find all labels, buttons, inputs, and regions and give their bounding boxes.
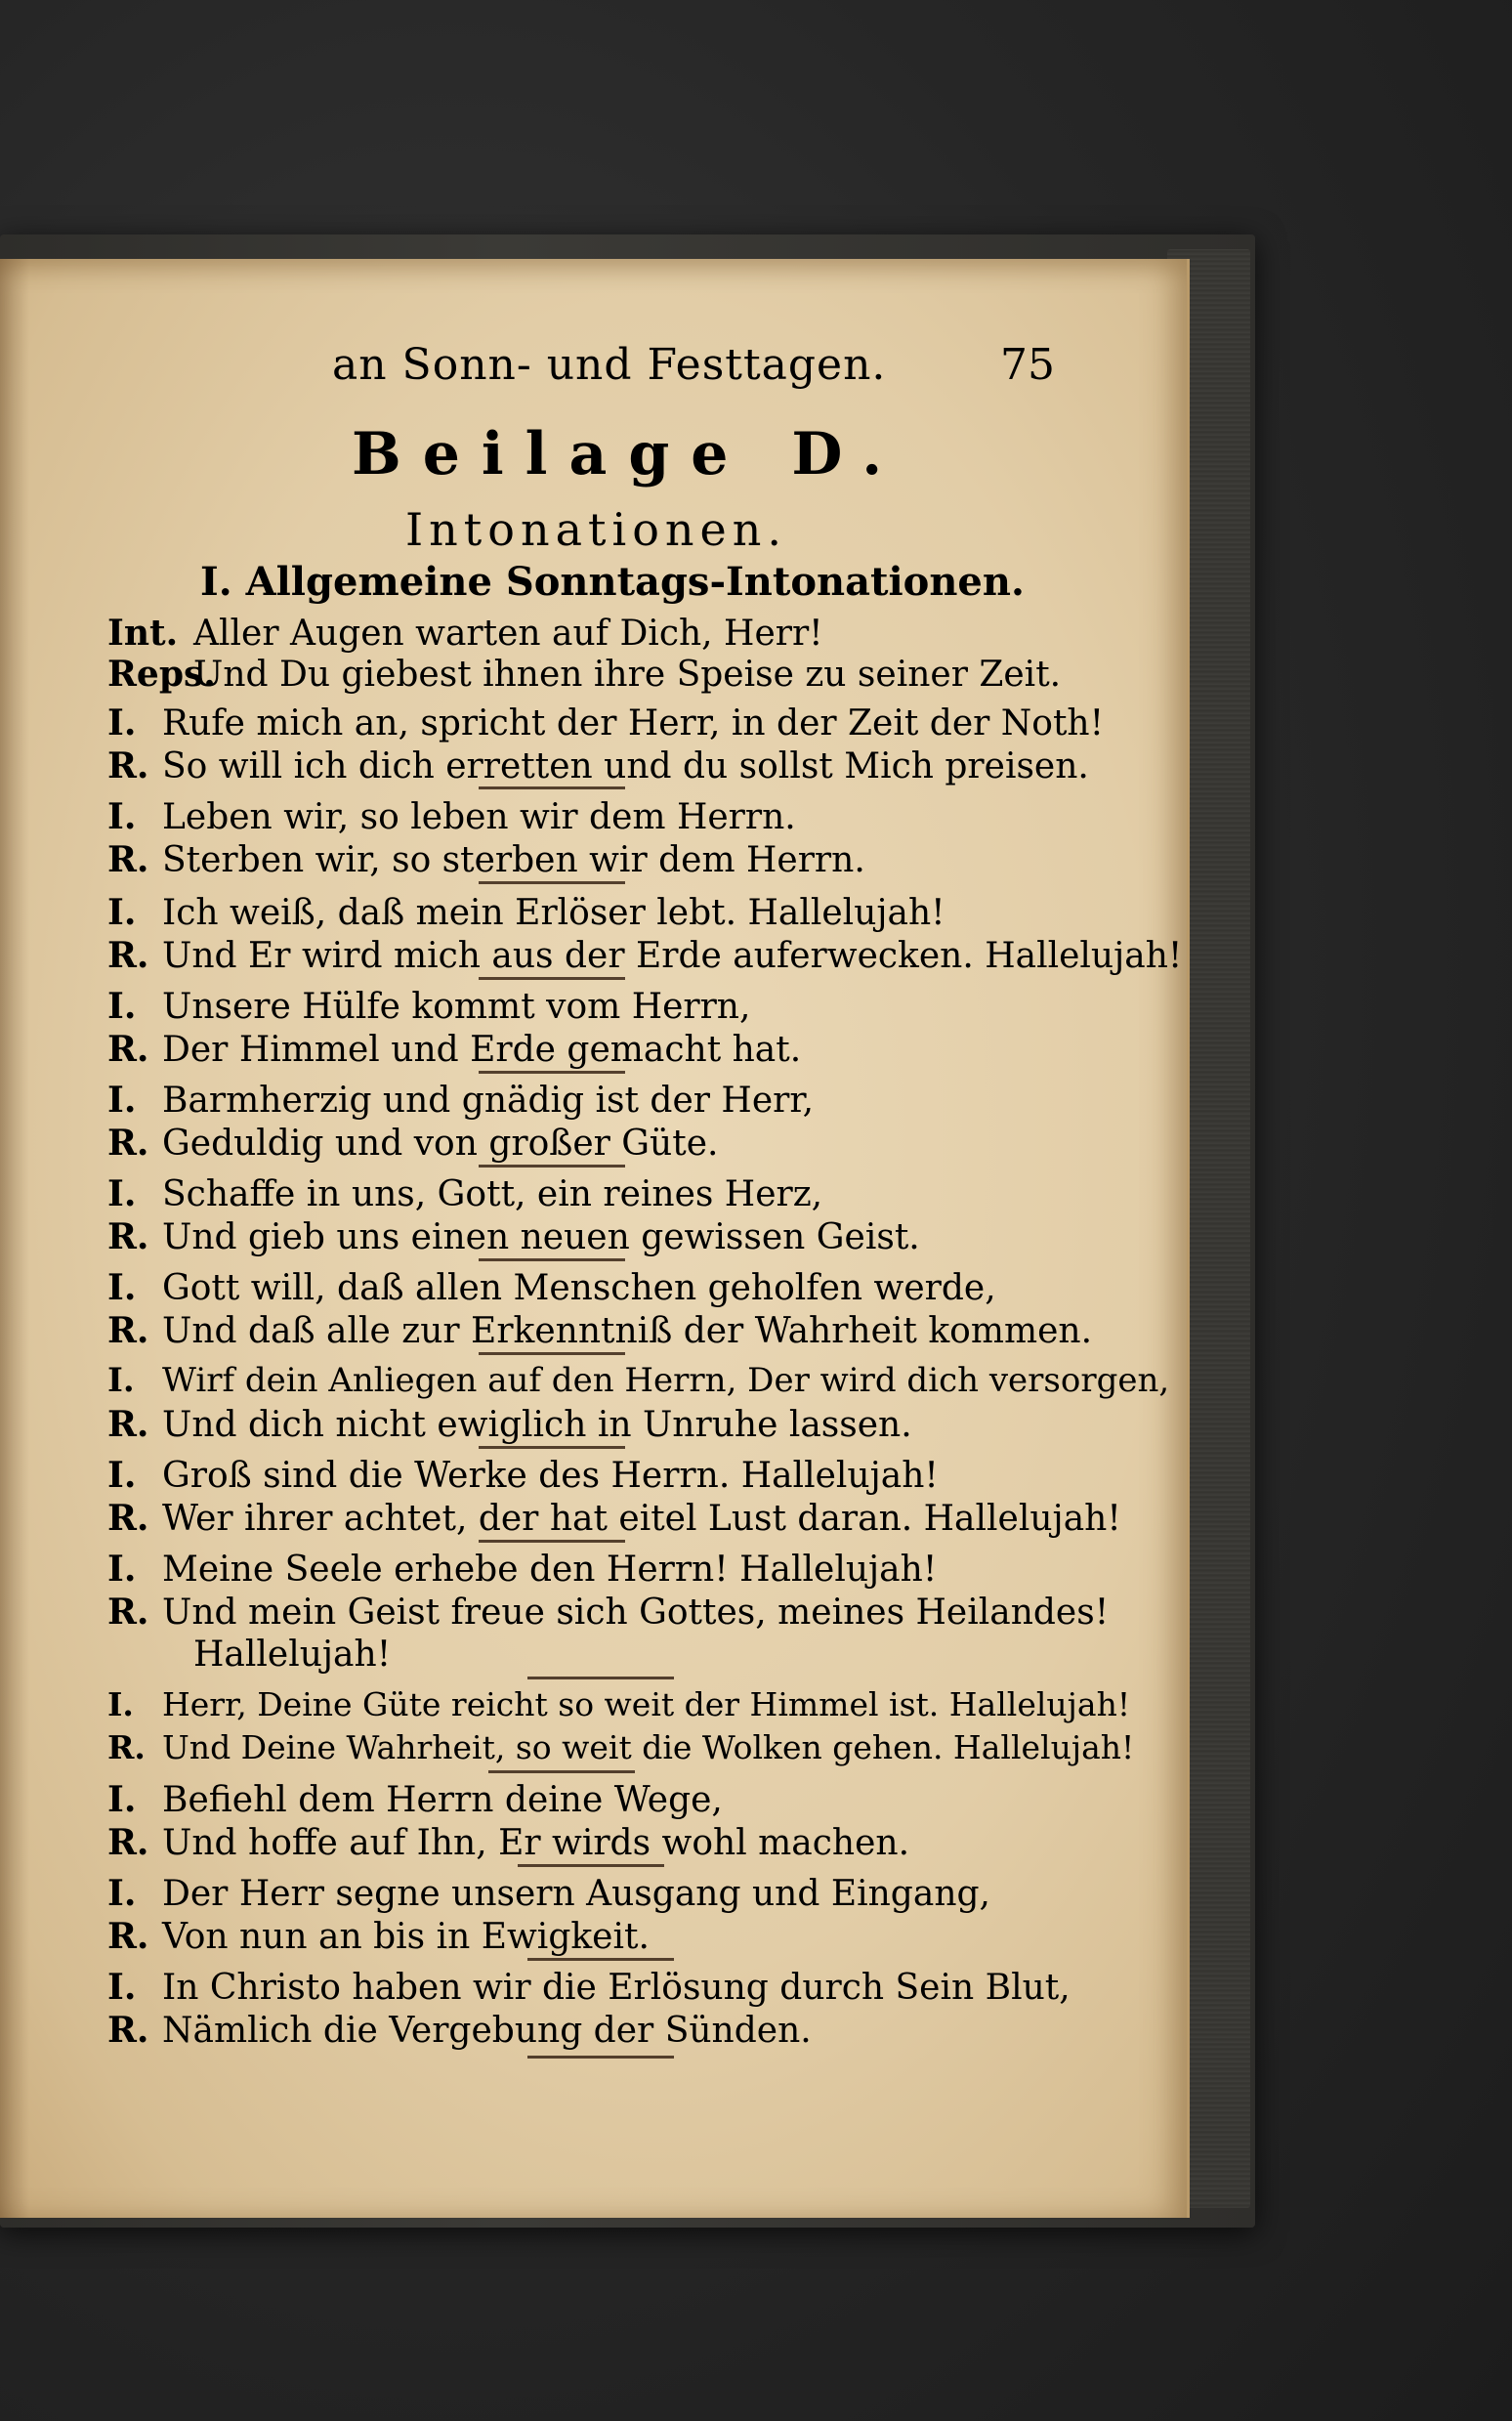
verse-line: [107, 745, 1089, 786]
verse-text: Groß sind die Werke des Herrn. Hallelujah!: [162, 1456, 939, 1496]
running-head-title: an Sonn- und Festtagen.: [332, 340, 887, 390]
verse-label: R.: [107, 1498, 149, 1539]
verse-text: Wirf dein Anliegen auf den Herrn, Der wird dich versorgen,: [162, 1361, 1170, 1400]
verse-label: I.: [107, 1685, 134, 1723]
verse-text: Und Er wird mich aus der Erde auferwecken. Hallelujah!: [162, 936, 1183, 976]
verse-text: Rufe mich an, spricht der Herr, in der Zeit der Noth!: [162, 703, 1105, 743]
verse-label: I.: [107, 1173, 137, 1214]
verse-text: Geduldig und von großer Güte.: [162, 1124, 719, 1164]
separator-rule: [479, 1071, 625, 1074]
verse-label: I.: [107, 796, 137, 837]
verse-label: I.: [107, 892, 137, 933]
verse-line: [107, 839, 865, 880]
verse-line: [107, 1967, 1071, 2008]
page-gutter-shadow: [0, 259, 29, 2218]
verse-text: Und daß alle zur Erkenntniß der Wahrheit kommen.: [162, 1311, 1093, 1351]
verse-line: [107, 2010, 812, 2051]
verse-line: [107, 1080, 815, 1121]
verse-text: So will ich dich erretten und du sollst Mich preisen.: [162, 746, 1089, 786]
verse-line: [107, 1404, 912, 1445]
verse-text: Gott will, daß allen Menschen geholfen werde,: [162, 1268, 996, 1308]
verse-line: [107, 1873, 990, 1914]
verse-line: [107, 1498, 1121, 1539]
verse-label: R.: [107, 1728, 146, 1766]
verse-text: Und Deine Wahrheit, so weit die Wolken gehen. Hallelujah!: [162, 1728, 1135, 1766]
verse-text: Von nun an bis in Ewigkeit.: [162, 1917, 650, 1957]
verse-line: [107, 702, 1105, 743]
verse-line: [107, 1216, 920, 1257]
verse-line: [107, 1310, 1093, 1351]
verse-text: Und gieb uns einen neuen gewissen Geist.: [162, 1217, 920, 1257]
verse-text: Barmherzig und gnädig ist der Herr,: [162, 1081, 815, 1121]
separator-rule: [479, 1352, 625, 1355]
separator-rule: [527, 1958, 674, 1961]
verse-text: Wer ihrer achtet, der hat eitel Lust daran. Hallelujah!: [162, 1499, 1121, 1539]
verse-text: In Christo haben wir die Erlösung durch Sein Blut,: [162, 1968, 1071, 2008]
verse-line: [107, 1916, 650, 1957]
separator-rule: [479, 1540, 625, 1543]
verse-label: R.: [107, 2010, 149, 2051]
verse-line: [107, 1267, 996, 1308]
verse-text: Leben wir, so leben wir dem Herrn.: [162, 797, 796, 837]
verse-label: I.: [107, 1549, 137, 1590]
verse-label: R.: [107, 839, 149, 880]
verse-text: Der Himmel und Erde gemacht hat.: [162, 1030, 802, 1070]
verse-label: R.: [107, 1216, 149, 1257]
verse-text: Und Du giebest ihnen ihre Speise zu seiner Zeit.: [193, 655, 1062, 695]
verse-line: [107, 1822, 910, 1863]
verse-line: [107, 892, 945, 933]
verse-line: [107, 1123, 719, 1164]
separator-rule: [479, 881, 625, 884]
verse-label: R.: [107, 1029, 149, 1070]
verse-text: Herr, Deine Güte reicht so weit der Himmel ist. Hallelujah!: [162, 1685, 1131, 1723]
verse-text: Meine Seele erhebe den Herrn! Hallelujah!: [162, 1550, 938, 1590]
verse-line: [107, 1361, 1170, 1400]
verse-text: Ich weiß, daß mein Erlöser lebt. Hallelujah!: [162, 893, 945, 933]
verse-line: [107, 796, 796, 837]
separator-rule: [479, 977, 625, 980]
verse-text: Und hoffe auf Ihn, Er wirds wohl machen.: [162, 1823, 910, 1863]
verse-text: Schaffe in uns, Gott, ein reines Herz,: [162, 1174, 823, 1214]
verse-line: [107, 1551, 937, 1588]
verse-text: Befiehl dem Herrn deine Wege,: [162, 1780, 723, 1820]
verse-line: [107, 1029, 802, 1070]
verse-label: R.: [107, 1310, 149, 1351]
verse-line: [107, 1728, 1135, 1766]
separator-rule: [479, 1258, 625, 1261]
appendix-subheading: Intonationen.: [405, 503, 788, 556]
verse-line: [107, 1594, 1109, 1631]
running-head: [215, 340, 1055, 399]
verse-label: I.: [107, 1361, 135, 1400]
separator-rule: [488, 1770, 635, 1773]
verse-continuation: [193, 1637, 391, 1673]
verse-text: Hallelujah!: [193, 1635, 392, 1675]
verse-label: R.: [107, 935, 149, 976]
separator-rule: [527, 1677, 674, 1679]
verse-label: Reps.: [107, 654, 216, 695]
verse-text: Und dich nicht ewiglich in Unruhe lassen.: [162, 1405, 912, 1445]
separator-rule: [527, 2056, 674, 2059]
separator-rule: [518, 1864, 664, 1867]
section-title: I. Allgemeine Sonntags-Intonationen.: [200, 559, 1025, 605]
verse-label: I.: [107, 702, 137, 743]
separator-rule: [479, 1165, 625, 1168]
verse-label: I.: [107, 1779, 137, 1820]
verse-line: [107, 613, 823, 654]
verse-label: I.: [107, 1967, 137, 2008]
verse-text: Nämlich die Vergebung der Sünden.: [162, 2011, 812, 2051]
verse-text: Und mein Geist freue sich Gottes, meines Heilandes!: [162, 1593, 1110, 1633]
verse-line: [107, 1173, 823, 1214]
verse-text: Der Herr segne unsern Ausgang und Eingang,: [162, 1874, 990, 1914]
verse-line: [107, 654, 1062, 695]
verse-line: [107, 1455, 939, 1496]
verse-label: R.: [107, 1123, 149, 1164]
verse-line: [107, 986, 751, 1027]
verse-label: R.: [107, 1404, 149, 1445]
separator-rule: [479, 1446, 625, 1449]
verse-label: Int.: [107, 613, 179, 654]
verse-text: Aller Augen warten auf Dich, Herr!: [193, 614, 823, 654]
separator-rule: [479, 786, 625, 789]
verse-label: R.: [107, 745, 149, 786]
verse-line: [107, 935, 1183, 976]
verse-label: I.: [107, 1873, 137, 1914]
verse-text: Sterben wir, so sterben wir dem Herrn.: [162, 840, 865, 880]
verse-label: R.: [107, 1592, 149, 1633]
verse-label: R.: [107, 1916, 149, 1957]
verse-label: I.: [107, 1080, 137, 1121]
appendix-heading: Beilage D.: [352, 420, 904, 488]
page-number: 75: [1000, 340, 1055, 390]
verse-label: I.: [107, 1455, 137, 1496]
verse-text: Unsere Hülfe kommt vom Herrn,: [162, 987, 751, 1027]
verse-label: I.: [107, 986, 137, 1027]
verse-label: I.: [107, 1267, 137, 1308]
verse-line: [107, 1685, 1131, 1723]
verse-line: [107, 1779, 723, 1820]
verse-label: R.: [107, 1822, 149, 1863]
